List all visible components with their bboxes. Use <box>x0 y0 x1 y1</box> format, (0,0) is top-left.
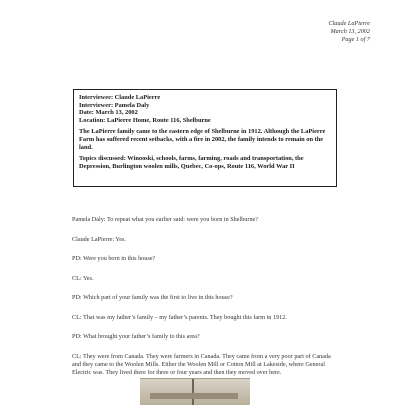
header-date: March 13, 2002 <box>330 28 370 35</box>
transcript <box>72 216 340 388</box>
interview-location: Location: LaPierre Home, Route 116, Shelburne <box>79 116 211 124</box>
transcript-line: CL: Yes. <box>72 274 94 282</box>
interviewee: Interviewee: Claude LaPierre <box>79 94 161 101</box>
interview-metadata <box>79 94 331 124</box>
interview-date: Date: March 13, 2002 <box>79 109 138 117</box>
header-page-number: Page 1 of 7 <box>341 36 370 43</box>
transcript-line: CL: They were from Canada. They were farmers in Canada. They came from a very poor part of Canada and they came to the Woolen Mills. Either the Woolen Mill or Cotton Mill at Lakeside, where General Electric was. They lived there for three or four years and then they moved over here. <box>72 352 331 376</box>
transcript-line: Pamela Daly: To repeat what you earlier said: were you born in Shelburne? <box>72 216 259 223</box>
interview-summary-box <box>73 89 337 187</box>
transcript-line: CL: That was my father’s family – my father’s parents. They bought this farm in 1912. <box>72 313 287 321</box>
photo-building <box>150 393 238 399</box>
historic-photo <box>140 378 250 405</box>
interviewer: Interviewer: Pamela Daly <box>79 101 150 109</box>
page-header <box>328 20 370 44</box>
transcript-line: PD: What brought your father’s family to this area? <box>72 333 200 340</box>
header-name: Claude LaPierre <box>328 20 370 27</box>
transcript-line: Claude LaPierre: Yes. <box>72 235 126 243</box>
transcript-line: PD: Which part of your family was the first to live in this house? <box>72 294 233 301</box>
interview-abstract: The LaPierre family came to the eastern edge of Shelburne in 1912. Although the LaPierre Farm has suffered recent setbacks, with a fire in 2002, the family intends to remain on the land. <box>79 128 326 151</box>
topics-discussed: Topics discussed: Winooski, schools, farms, farming, roads and transportation, the Depression, Burlington woolen mills, Quebec, Co-ops, Route 116, World War II <box>79 155 304 170</box>
photo-smokestack <box>192 379 194 405</box>
transcript-line: PD: Were you born in this house? <box>72 255 156 262</box>
